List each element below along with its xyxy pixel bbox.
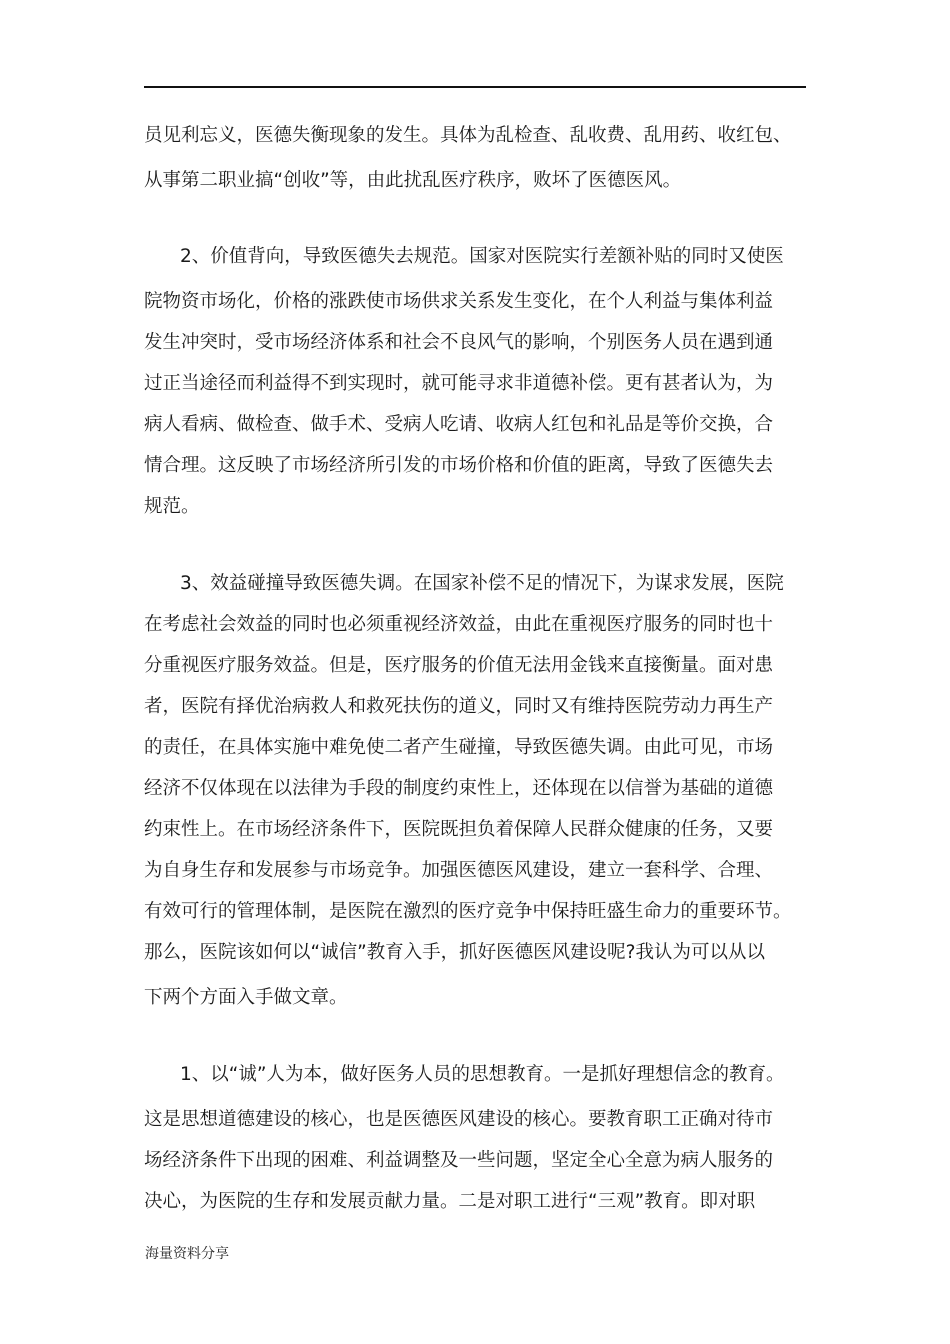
text-line: 者，医院有择优治病救人和救死扶伤的道义，同时又有维持医院劳动力再生产 — [144, 696, 774, 717]
paragraph-first-line: 1、以“诚”人为本，做好医务人员的思想教育。一是抓好理想信念的教育。 — [180, 1064, 785, 1085]
text-line: 发生冲突时，受市场经济体系和社会不良风气的影响，个别医务人员在遇到通 — [144, 332, 774, 353]
text-line: 病人看病、做检查、做手术、受病人吃请、收病人红包和礼品是等价交换，合 — [144, 414, 774, 435]
text-line: 经济不仅体现在以法律为手段的制度约束性上，还体现在以信誉为基础的道德 — [144, 778, 774, 799]
text-line: 在考虑社会效益的同时也必须重视经济效益，由此在重视医疗服务的同时也十 — [144, 614, 774, 635]
header-rule — [144, 86, 806, 88]
text-line: 为自身生存和发展参与市场竞争。加强医德医风建设，建立一套科学、合理、 — [144, 860, 774, 881]
text-line: 分重视医疗服务效益。但是，医疗服务的价值无法用金钱来直接衡量。面对患 — [144, 655, 774, 676]
text-line: 这是思想道德建设的核心，也是医德医风建设的核心。要教育职工正确对待市 — [144, 1109, 774, 1130]
text-line: 过正当途径而利益得不到实现时，就可能寻求非道德补偿。更有甚者认为，为 — [144, 373, 774, 394]
text-line: 员见利忘义，医德失衡现象的发生。具体为乱检查、乱收费、乱用药、收红包、 — [144, 125, 792, 146]
text-line: 情合理。这反映了市场经济所引发的市场价格和价值的距离，导致了医德失去 — [144, 455, 774, 476]
paragraph-first-line: 2、价值背向，导致医德失去规范。国家对医院实行差额补贴的同时又使医 — [180, 246, 784, 267]
text-line: 决心，为医院的生存和发展贡献力量。二是对职工进行“三观”教育。即对职 — [144, 1191, 756, 1212]
text-line: 的责任，在具体实施中难免使二者产生碰撞，导致医德失调。由此可见，市场 — [144, 737, 774, 758]
text-line: 场经济条件下出现的困难、利益调整及一些问题，坚定全心全意为病人服务的 — [144, 1150, 774, 1171]
text-line: 有效可行的管理体制，是医院在激烈的医疗竞争中保持旺盛生命力的重要环节。 — [144, 901, 792, 922]
text-line: 从事第二职业搞“创收”等，由此扰乱医疗秩序，败坏了医德医风。 — [144, 170, 682, 191]
text-line: 约束性上。在市场经济条件下，医院既担负着保障人民群众健康的任务，又要 — [144, 819, 774, 840]
text-line: 规范。 — [144, 496, 200, 517]
text-line: 院物资市场化，价格的涨跌使市场供求关系发生变化，在个人利益与集体利益 — [144, 291, 774, 312]
text-line: 那么，医院该如何以“诚信”教育入手，抓好医德医风建设呢?我认为可以从以 — [144, 942, 765, 963]
text-line: 下两个方面入手做文章。 — [144, 987, 348, 1008]
paragraph-first-line: 3、效益碰撞导致医德失调。在国家补偿不足的情况下，为谋求发展，医院 — [180, 573, 784, 594]
page-footer: 海量资料分享 — [145, 1246, 229, 1262]
